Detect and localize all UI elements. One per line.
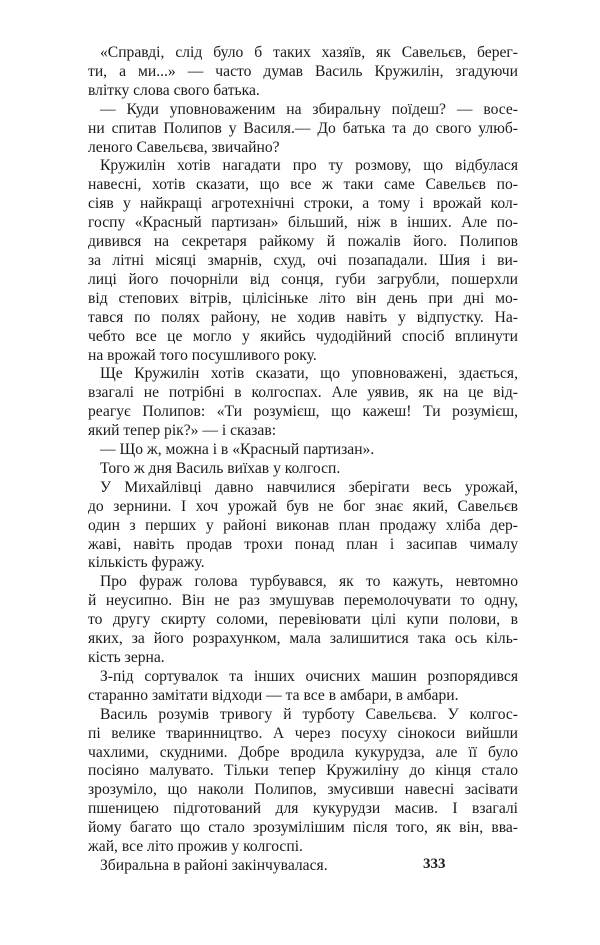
text-line: жаві, навіть продав трохи понад план і засипав чималу	[88, 535, 518, 553]
text-line: Збиральна в районі закінчувалася.	[100, 856, 328, 874]
text-line: У Михайлівці давно навчилися зберігати весь урожай,	[100, 478, 518, 496]
text-line: який тепер рік?» — і сказав:	[88, 422, 277, 440]
text-line: лиці його почорніли від сонця, губи загрубли, пошерхли	[88, 270, 518, 288]
paragraph-7	[88, 479, 518, 574]
text-line: навесні, хотів сказати, що все ж таки саме Савельєв по-	[88, 176, 518, 194]
text-line: сіяв у найкращі агротехнічні строки, а тому і врожай кол-	[88, 195, 518, 213]
text-line: тався по полях району, не ходив навіть у відпустку. На-	[88, 308, 518, 326]
text-line: чебто все це могло у якийсь чудодійний спосіб вплинути	[88, 327, 518, 345]
paragraph-1	[88, 44, 518, 101]
text-line: Василь розумів тривогу й турботу Савельєва. У колгос-	[100, 705, 518, 723]
text-line: йому багато що стало зрозумілішим після того, як він, вва-	[88, 819, 518, 837]
text-line: З-під сортувалок та інших очисних машин розпорядився	[100, 667, 518, 685]
book-page-text	[88, 44, 518, 876]
paragraph-2	[88, 101, 518, 158]
text-line: «Справді, слід було б таких хазяїв, як Савельєв, берег-	[100, 44, 518, 61]
text-line: взагалі не потрібні в колгоспах. Але уявив, як на це від-	[88, 384, 518, 402]
text-line: то другу скирту соломи, перевіювати цілі купи полови, в	[88, 611, 518, 629]
text-line: від степових вітрів, цілісіньке літо він день при дні мо-	[88, 289, 518, 307]
text-line: ни спитав Полипов у Василя.— До батька та до свого улюб-	[88, 119, 518, 137]
text-line: госпу «Красный партизан» більший, ніж в інших. Але по-	[88, 214, 518, 232]
text-line: до зернини. І хоч урожай був не бог знає який, Савельєв	[88, 497, 518, 515]
paragraph-9	[88, 668, 518, 706]
paragraph-11	[88, 857, 518, 876]
paragraph-10	[88, 706, 518, 857]
paragraph-4	[88, 365, 518, 441]
text-line: пі велике тваринництво. А через посуху сінокоси вийшли	[88, 724, 518, 742]
text-line: кількість фуражу.	[88, 554, 205, 572]
text-line: Про фураж голова турбувався, як то кажуть, невтомно	[100, 573, 518, 591]
text-line: — Що ж, можна і в «Красный партизан».	[100, 441, 375, 459]
text-line: й неусипно. Він не раз змушував перемолочувати то одну,	[88, 592, 518, 610]
text-line: влітку слова свого батька.	[88, 81, 260, 99]
text-line: Того ж дня Василь виїхав у колгосп.	[100, 459, 341, 477]
text-line: Ще Кружилін хотів сказати, що уповноважені, здається,	[100, 365, 518, 383]
text-line: — Куди уповноваженим на збиральну поїдеш? — восе-	[100, 100, 518, 118]
text-line: Кружилін хотів нагадати про ту розмову, що відбулася	[100, 157, 518, 175]
text-line: жай, все літо прожив у колгоспі.	[88, 838, 303, 856]
text-line: на врожай того посушливого року.	[88, 346, 317, 364]
paragraph-6	[88, 460, 518, 479]
text-line: один з перших у районі виконав план продажу хліба дер-	[88, 516, 518, 534]
paragraph-3	[88, 157, 518, 365]
text-line: кість зерна.	[88, 649, 165, 666]
text-line: чахлими, скудними. Добре вродила кукурудза, але її було	[88, 743, 518, 761]
paragraph-8	[88, 573, 518, 668]
text-line: посіяно малувато. Тільки тепер Кружиліну до кінця стало	[88, 762, 518, 780]
text-line: зрозуміло, що наколи Полипов, змусивши навесні засівати	[88, 781, 518, 799]
page-number: 333	[423, 856, 446, 872]
paragraph-5	[88, 441, 518, 460]
text-line: за літні місяці змарнів, схуд, очі позападали. Шия і ви-	[88, 251, 518, 269]
text-line: дивився на секретаря райкому й пожалів його. Полипов	[88, 233, 518, 251]
text-line: ти, а ми...» — часто думав Василь Кружилін, згадуючи	[88, 62, 518, 80]
text-line: леного Савельєва, звичайно?	[88, 138, 280, 156]
text-line: яких, за його розрахунком, мала залишитися така ось кіль-	[88, 630, 518, 648]
text-line: старанно замітати відходи — та все в амбари, в амбари.	[88, 686, 459, 704]
text-line: реагує Полипов: «Ти розумієш, що кажеш! Ти розумієш,	[88, 403, 518, 421]
text-line: пшеницею підготований для кукурудзи масив. І взагалі	[88, 800, 518, 818]
